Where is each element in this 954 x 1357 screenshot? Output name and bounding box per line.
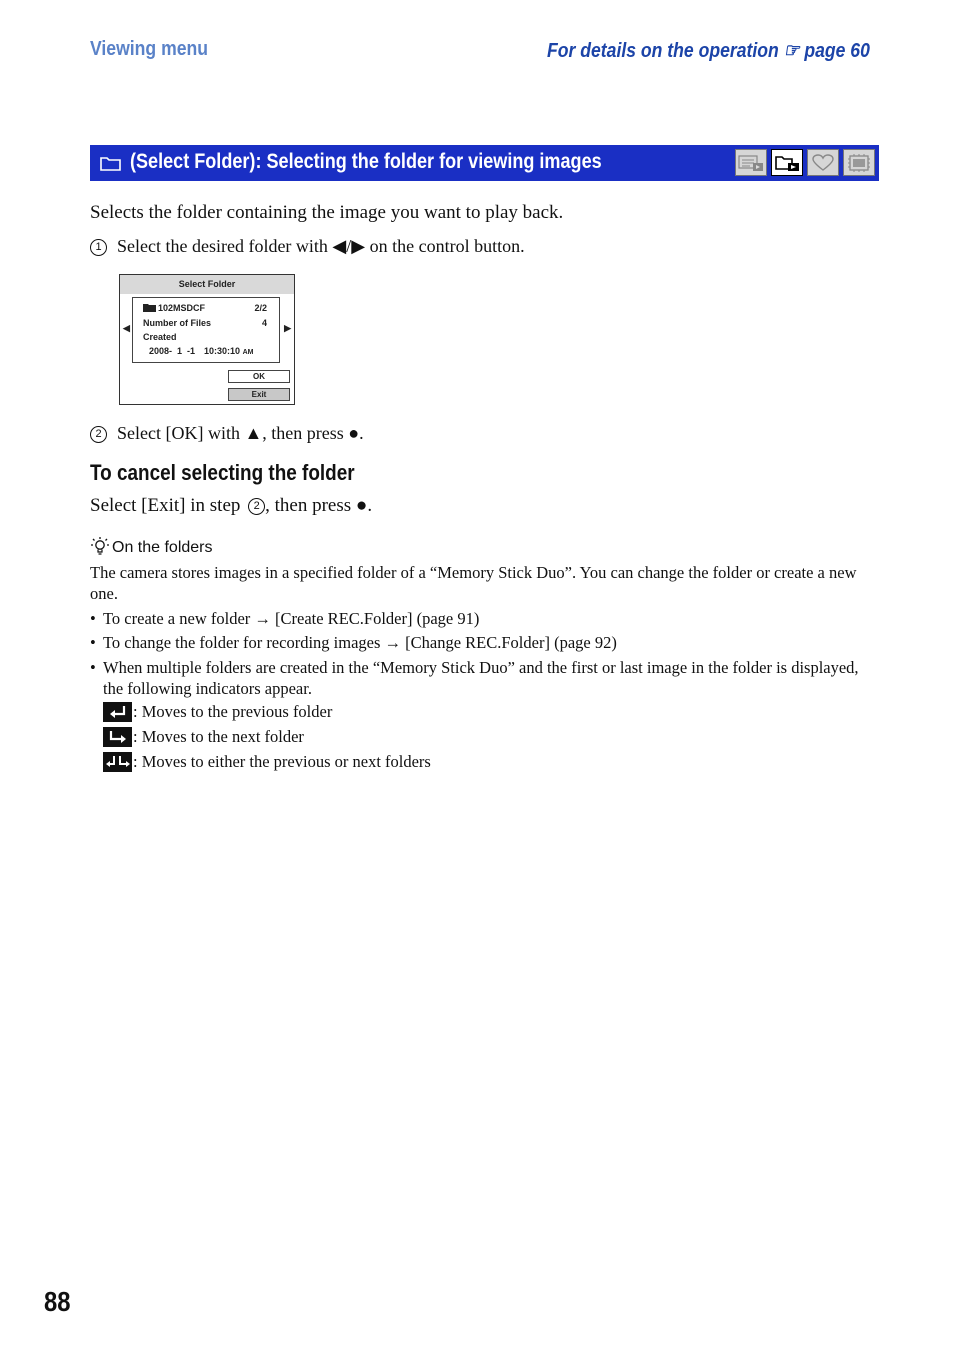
section-title-bar: [90, 145, 879, 181]
lcd-created-ampm: AM: [242, 349, 254, 356]
lightbulb-hint-icon: [90, 536, 110, 556]
lcd-left-arrow: ◀: [123, 323, 130, 333]
section-title: (Select Folder): Selecting the folder for viewing images: [130, 150, 602, 173]
tip-title: On the folders: [112, 539, 213, 556]
mode-icon-group: [735, 149, 875, 176]
section-header: Viewing menu: [90, 38, 209, 60]
bullet-text: When multiple folders are created in the “Memory Stick Duo” and the first or last image in the folder is displayed, the following indicators appear.: [103, 658, 859, 698]
cancel-text-after: , then press ●.: [265, 495, 373, 516]
lcd-files-count: 4: [261, 318, 267, 328]
lcd-right-arrow: ▶: [284, 323, 291, 333]
bullet-text: To change the folder for recording images → [Change REC.Folder] (page 92): [103, 633, 617, 652]
indicator-text: : Moves to the next folder: [133, 727, 304, 746]
step-number: 2: [90, 426, 107, 443]
lcd-created-time: 10:30:10: [204, 346, 241, 356]
previous-folder-icon: [103, 702, 132, 722]
tip-heading: [90, 536, 213, 557]
details-reference: For details on the operation ☞ page 60: [547, 40, 870, 62]
step-number: 1: [90, 239, 107, 256]
lcd-screen: [119, 274, 295, 405]
step-2: [90, 423, 364, 444]
lcd-created-datetime: [149, 346, 267, 356]
lcd-files-label: Number of Files: [143, 318, 212, 328]
lcd-files-row: [143, 318, 267, 328]
step-ref-number: 2: [248, 498, 265, 515]
tip-body: The camera stores images in a specified folder of a “Memory Stick Duo”. You can change the folder or create a new one.: [90, 563, 857, 603]
step-text: Select [OK] with ▲, then press ●.: [117, 423, 364, 443]
bullet-text: To create a new folder → [Create REC.Folder] (page 91): [103, 609, 480, 628]
lcd-folder-position: 2/2: [254, 303, 267, 313]
step-1: [90, 236, 525, 257]
cancel-heading: To cancel selecting the folder: [90, 460, 355, 485]
cancel-text-before: Select [Exit] in step: [90, 495, 246, 516]
folder-icon: [100, 155, 121, 171]
lcd-created-date: 2008- 1 -1: [149, 346, 196, 356]
indicator-previous-folder: [103, 702, 332, 722]
indicator-text: : Moves to either the previous or next folders: [133, 752, 431, 771]
prev-next-folder-icon: [103, 752, 132, 772]
lcd-title: Select Folder: [120, 275, 294, 294]
lcd-ok-button[interactable]: OK: [228, 370, 290, 383]
folder-view-mode-icon: [771, 149, 803, 176]
favorites-mode-icon: [807, 149, 839, 176]
lcd-created-label: Created: [143, 332, 177, 342]
intro-text: Selects the folder containing the image you want to play back.: [90, 202, 564, 223]
tip-bullet: • To create a new folder → [Create REC.Folder] (page 91): [90, 609, 480, 628]
page-number: 88: [44, 1286, 71, 1317]
lcd-exit-button[interactable]: Exit: [228, 388, 290, 401]
lcd-folder-name: 102MSDCF: [158, 303, 206, 313]
slideshow-mode-icon: [735, 149, 767, 176]
next-folder-icon: [103, 727, 132, 747]
cancel-text: [90, 495, 372, 517]
step-text: Select the desired folder with ◀/▶ on the control button.: [117, 236, 525, 256]
tip-bullet: • When multiple folders are created in the “Memory Stick Duo” and the first or last image in the folder is displayed, the following indicators appear.: [90, 658, 859, 698]
folder-icon: [143, 303, 156, 312]
indicator-prev-next-folder: [103, 752, 431, 772]
indicator-text: : Moves to the previous folder: [133, 702, 333, 721]
indicator-next-folder: [103, 727, 304, 747]
lcd-created-row: [143, 332, 267, 342]
lcd-folder-row: [143, 303, 267, 313]
memory-card-mode-icon: [843, 149, 875, 176]
tip-bullet: • To change the folder for recording images → [Change REC.Folder] (page 92): [90, 633, 617, 652]
lcd-folder-info: [132, 297, 280, 363]
